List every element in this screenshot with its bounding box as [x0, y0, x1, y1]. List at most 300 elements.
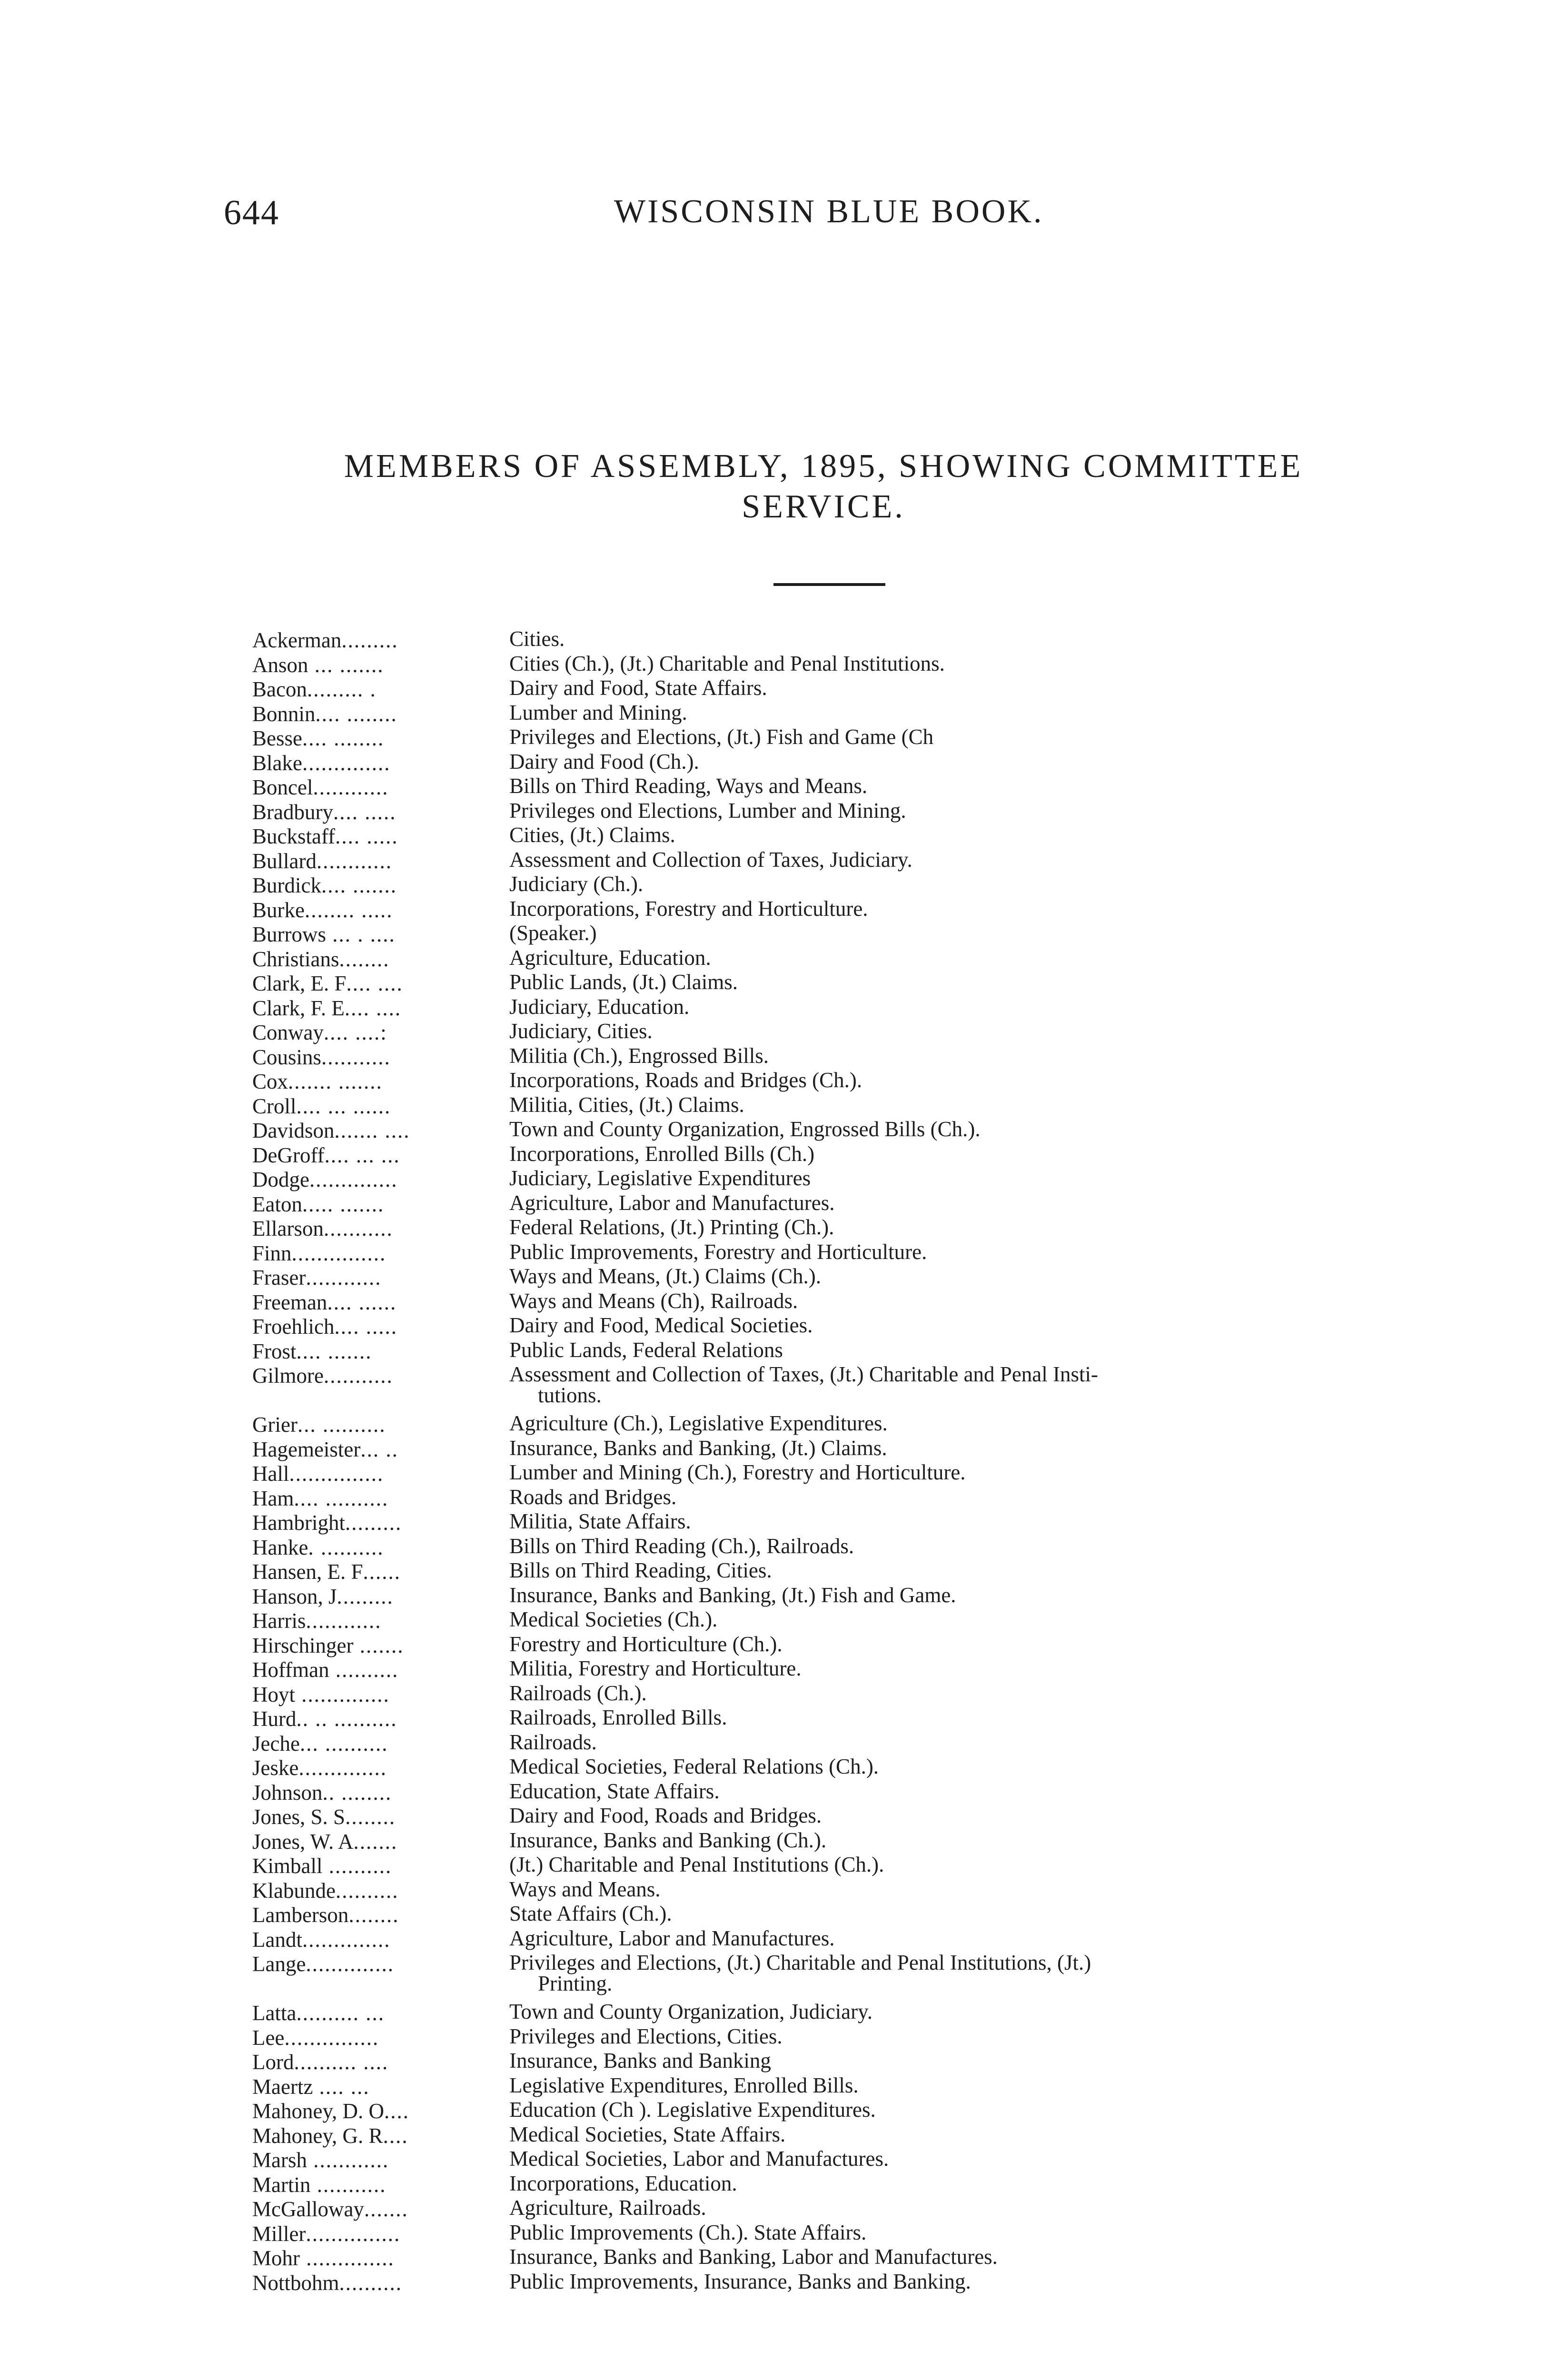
- dot-leader: ..............: [302, 1927, 391, 1952]
- dot-leader: .........: [345, 1511, 402, 1535]
- member-name-text: Freeman: [252, 1290, 327, 1314]
- committee-service: [509, 947, 1528, 968]
- member-name-text: Anson: [252, 653, 308, 677]
- committee-service: [509, 1021, 1528, 1041]
- dot-leader: ..... .......: [302, 1192, 385, 1216]
- committee-service: [509, 1290, 1528, 1311]
- dot-leader: ...........: [323, 1364, 393, 1388]
- dot-leader: .... .......: [321, 873, 397, 897]
- member-name-text: Frost: [252, 1339, 297, 1363]
- committee-service-text: Cities.: [509, 627, 565, 651]
- member-name: [252, 1830, 509, 1854]
- member-name-text: Croll: [252, 1094, 297, 1118]
- list-item: [252, 726, 1528, 751]
- list-item: [252, 1928, 1528, 1953]
- committee-service-text: Cities (Ch.), (Jt.) Charitable and Penal Institutions.: [509, 651, 945, 675]
- list-item: [252, 702, 1528, 727]
- committee-service: [509, 1585, 1528, 1606]
- committee-service: [509, 1413, 1528, 1434]
- list-item: [252, 1756, 1528, 1781]
- committee-service: [509, 2001, 1528, 2022]
- committee-service: [509, 1094, 1528, 1115]
- dot-leader: .......: [353, 1633, 404, 1657]
- committee-service-text: Public Improvements, Insurance, Banks and Banking.: [509, 2269, 971, 2293]
- committee-service-text: Education, State Affairs.: [509, 1779, 720, 1803]
- committee-service: [509, 1511, 1528, 1532]
- member-name: [252, 2271, 509, 2296]
- dot-leader: ....: [383, 2123, 408, 2148]
- committee-service-text: Insurance, Banks and Banking, Labor and Manufactures.: [509, 2245, 998, 2269]
- member-name: [252, 1707, 509, 1732]
- member-name-text: Cousins: [252, 1045, 322, 1069]
- dot-leader: ............: [316, 849, 392, 873]
- committee-service-text: Incorporations, Enrolled Bills (Ch.): [509, 1141, 815, 1166]
- dot-leader: ...........: [310, 2172, 386, 2197]
- member-name: [252, 2246, 509, 2271]
- committee-service: [509, 996, 1528, 1017]
- member-name: [252, 1536, 509, 1560]
- committee-service: [509, 1879, 1528, 1900]
- list-item: [252, 947, 1528, 972]
- member-name-text: Hirschinger: [252, 1633, 354, 1657]
- committee-service-text: Bills on Third Reading, Ways and Means.: [509, 774, 868, 798]
- member-name-text: Bacon: [252, 677, 307, 701]
- list-item: [252, 1609, 1528, 1634]
- member-name: [252, 1290, 509, 1315]
- list-item: [252, 824, 1528, 849]
- committee-service: [509, 1952, 1528, 1994]
- committee-service-text: Federal Relations, (Jt.) Printing (Ch.).: [509, 1215, 834, 1239]
- list-item: [252, 2001, 1528, 2026]
- member-name-text: Nottbohm: [252, 2271, 339, 2295]
- list-item: [252, 800, 1528, 825]
- list-item: [252, 1094, 1528, 1119]
- list-item: [252, 1560, 1528, 1585]
- dot-leader: ... . ....: [326, 922, 396, 946]
- committee-service-text: Insurance, Banks and Banking (Ch.).: [509, 1828, 827, 1852]
- member-name-text: Dodge: [252, 1168, 309, 1191]
- committee-service-text: Judiciary, Cities.: [509, 1019, 653, 1043]
- committee-service: [509, 824, 1528, 845]
- committee-service: [509, 2124, 1528, 2145]
- dot-leader: .... .....: [333, 800, 396, 824]
- member-name: [252, 1266, 509, 1290]
- list-item: [252, 873, 1528, 898]
- list-item: [252, 1634, 1528, 1658]
- committee-service: [509, 628, 1528, 649]
- member-name-text: Hanson, J: [252, 1584, 337, 1608]
- committee-service: [509, 2222, 1528, 2243]
- committee-service: [509, 775, 1528, 796]
- list-item: [252, 1315, 1528, 1339]
- committee-service: [509, 1609, 1528, 1630]
- list-item: [252, 922, 1528, 947]
- committee-service-text: Lumber and Mining (Ch.), Forestry and Horticulture.: [509, 1460, 966, 1484]
- committee-service: [509, 1241, 1528, 1262]
- member-name-text: Clark, E. F: [252, 972, 347, 995]
- member-name: [252, 2099, 509, 2124]
- member-name: [252, 1094, 509, 1119]
- list-item: [252, 2173, 1528, 2198]
- member-name: [252, 1854, 509, 1879]
- dot-leader: .... ......: [327, 1290, 397, 1314]
- member-name: [252, 1217, 509, 1241]
- member-name-text: Miller: [252, 2221, 306, 2246]
- dot-leader: .......... ...: [296, 2001, 385, 2025]
- dot-leader: .......: [364, 2197, 408, 2221]
- dot-leader: .. ........: [322, 1780, 392, 1805]
- dot-leader: ..........: [322, 1854, 392, 1878]
- member-name: [252, 1585, 509, 1609]
- committee-service-text: (Speaker.): [509, 921, 597, 945]
- committee-service: [509, 1462, 1528, 1483]
- dot-leader: .... .......: [296, 1339, 372, 1363]
- committee-service-text: Agriculture, Labor and Manufactures.: [509, 1190, 835, 1215]
- member-name: [252, 824, 509, 849]
- member-name: [252, 1462, 509, 1487]
- list-item: [252, 849, 1528, 874]
- dot-leader: ....: [384, 2099, 410, 2123]
- committee-service-continuation: Printing.: [538, 1972, 613, 1995]
- committee-service-text: Education (Ch ). Legislative Expenditures.: [509, 2098, 876, 2122]
- list-item: [252, 2271, 1528, 2296]
- member-name: [252, 775, 509, 800]
- committee-service-text: Judiciary, Legislative Expenditures: [509, 1166, 811, 1190]
- list-item: [252, 2099, 1528, 2124]
- committee-service: [509, 1266, 1528, 1287]
- list-item: [252, 1585, 1528, 1609]
- list-item: [252, 972, 1528, 996]
- list-item: [252, 677, 1528, 702]
- list-item: [252, 1290, 1528, 1315]
- member-name-text: Landt: [252, 1927, 302, 1952]
- committee-service: [509, 1781, 1528, 1802]
- list-item: [252, 2124, 1528, 2149]
- dot-leader: ... ..........: [299, 1731, 388, 1755]
- committee-service-text: Ways and Means, (Jt.) Claims (Ch.).: [509, 1264, 822, 1288]
- committee-service-text: Dairy and Food, Medical Societies.: [509, 1313, 813, 1337]
- member-name-text: Grier: [252, 1413, 297, 1437]
- committee-service-text: Public Improvements, Forestry and Horticulture.: [509, 1240, 927, 1264]
- member-name: [252, 1634, 509, 1658]
- list-item: [252, 1070, 1528, 1094]
- member-name-text: Kimball: [252, 1854, 323, 1878]
- committee-service-text: Railroads (Ch.).: [509, 1681, 647, 1705]
- member-name: [252, 1805, 509, 1830]
- list-item: [252, 1879, 1528, 1904]
- dot-leader: ..........: [335, 1878, 399, 1903]
- dot-leader: ............: [313, 775, 389, 799]
- member-name-text: Hambright: [252, 1511, 345, 1535]
- committee-service-text: Cities, (Jt.) Claims.: [509, 823, 675, 847]
- list-item: [252, 1168, 1528, 1192]
- committee-service: [509, 2075, 1528, 2096]
- member-name-text: Mohr: [252, 2246, 300, 2270]
- committee-service-text: Railroads.: [509, 1730, 597, 1754]
- committee-service-text: Medical Societies, Labor and Manufactures.: [509, 2147, 889, 2171]
- dot-leader: .... ....: [346, 972, 403, 995]
- list-item: [252, 628, 1528, 653]
- committee-service: [509, 800, 1528, 821]
- member-name-text: Hanke: [252, 1535, 308, 1559]
- dot-leader: ..........: [339, 2271, 403, 2295]
- member-name: [252, 1241, 509, 1266]
- dot-leader: ...............: [291, 1241, 386, 1265]
- committee-service: [509, 2099, 1528, 2120]
- committee-service-text: Ways and Means (Ch), Railroads.: [509, 1289, 798, 1313]
- dot-leader: ... ..: [360, 1437, 398, 1461]
- dot-leader: ........: [348, 1903, 399, 1927]
- committee-service: [509, 1732, 1528, 1753]
- list-item: [252, 898, 1528, 923]
- dot-leader: ...............: [289, 1462, 384, 1486]
- dot-leader: ....... ....: [334, 1119, 410, 1142]
- list-item: [252, 996, 1528, 1021]
- list-item: [252, 2075, 1528, 2100]
- committee-service-text: Insurance, Banks and Banking, (Jt.) Claims.: [509, 1436, 887, 1460]
- member-name: [252, 677, 509, 702]
- committee-service: [509, 1143, 1528, 1164]
- member-name: [252, 922, 509, 947]
- member-name-text: Hagemeister: [252, 1437, 361, 1461]
- dot-leader: ... ..........: [297, 1413, 386, 1437]
- committee-service: [509, 922, 1528, 943]
- committee-service-text: Dairy and Food, State Affairs.: [509, 676, 767, 700]
- committee-service-text: Town and County Organization, Engrossed Bills (Ch.).: [509, 1117, 981, 1141]
- committee-service: [509, 1634, 1528, 1655]
- member-name: [252, 1045, 509, 1070]
- member-name-text: Bonnin: [252, 702, 316, 726]
- committee-service: [509, 1438, 1528, 1458]
- committee-service-text: Agriculture, Labor and Manufactures.: [509, 1926, 835, 1950]
- committee-service: [509, 898, 1528, 919]
- member-name-text: Lange: [252, 1952, 306, 1976]
- member-name: [252, 1364, 509, 1388]
- member-name-text: Boncel: [252, 775, 313, 799]
- dot-leader: . ..........: [308, 1535, 384, 1559]
- member-name: [252, 2050, 509, 2075]
- member-name-text: Hansen, E. F: [252, 1560, 363, 1584]
- list-item: [252, 1266, 1528, 1290]
- committee-service-text: Medical Societies, Federal Relations (Ch.).: [509, 1755, 879, 1778]
- committee-service: [509, 2026, 1528, 2047]
- committee-service-text: Ways and Means.: [509, 1877, 661, 1901]
- committee-service: [509, 2271, 1528, 2292]
- dot-leader: .......... ....: [294, 2050, 389, 2074]
- list-item: [252, 775, 1528, 800]
- committee-service-text: Insurance, Banks and Banking, (Jt.) Fish and Game.: [509, 1583, 956, 1607]
- member-name: [252, 628, 509, 653]
- committee-service: [509, 1070, 1528, 1091]
- dot-leader: ..............: [302, 751, 391, 775]
- committee-service-text: Medical Societies, State Affairs.: [509, 2122, 786, 2146]
- committee-service-text: Bills on Third Reading (Ch.), Railroads.: [509, 1534, 854, 1558]
- dot-leader: .... ....: [344, 996, 402, 1020]
- member-name: [252, 2197, 509, 2222]
- dot-leader: .... ...: [313, 2074, 370, 2099]
- dot-leader: ............: [307, 2148, 389, 2172]
- member-name-text: Burke: [252, 898, 305, 922]
- list-item: [252, 1536, 1528, 1560]
- committee-service-text: Railroads, Enrolled Bills.: [509, 1706, 727, 1729]
- list-item: [252, 1241, 1528, 1266]
- member-name-text: Jeske: [252, 1756, 299, 1780]
- dot-leader: ..............: [298, 1756, 387, 1780]
- list-item: [252, 2197, 1528, 2222]
- dot-leader: .... ........: [315, 702, 397, 726]
- member-name-text: Bullard: [252, 849, 317, 873]
- member-name: [252, 1879, 509, 1904]
- dot-leader: .. .. ..........: [296, 1707, 397, 1731]
- member-name: [252, 2001, 509, 2026]
- committee-service: [509, 2050, 1528, 2071]
- dot-leader: .........: [337, 1584, 394, 1608]
- member-name: [252, 849, 509, 874]
- member-name-text: Ackerman: [252, 628, 342, 652]
- committee-service-text: Lumber and Mining.: [509, 700, 687, 724]
- members-list: [252, 628, 1528, 2295]
- committee-service: [509, 1536, 1528, 1557]
- member-name-text: Maertz: [252, 2074, 313, 2099]
- member-name: [252, 898, 509, 923]
- member-name-text: Bradbury: [252, 800, 333, 824]
- committee-service-text: Agriculture (Ch.), Legislative Expenditures.: [509, 1411, 888, 1435]
- list-item: [252, 1732, 1528, 1756]
- member-name: [252, 2148, 509, 2173]
- list-item: [252, 1854, 1528, 1879]
- committee-service: [509, 1560, 1528, 1581]
- member-name-text: DeGroff: [252, 1143, 325, 1167]
- member-name: [252, 2075, 509, 2100]
- member-name: [252, 2173, 509, 2198]
- committee-service-text: Assessment and Collection of Taxes, (Jt.) Charitable and Penal Insti-: [509, 1362, 1099, 1386]
- page-title: MEMBERS OF ASSEMBLY, 1895, SHOWING COMMITTEE: [344, 448, 1303, 485]
- committee-service: [509, 702, 1528, 723]
- member-name: [252, 1756, 509, 1781]
- committee-service-text: Privileges and Elections, (Jt.) Charitable and Penal Institutions, (Jt.): [509, 1951, 1091, 1974]
- member-name: [252, 1021, 509, 1045]
- member-name-text: Hurd: [252, 1707, 297, 1731]
- running-head: WISCONSIN BLUE BOOK.: [614, 193, 1044, 230]
- member-name-text: Blake: [252, 751, 302, 775]
- member-name: [252, 1658, 509, 1683]
- list-item: [252, 1119, 1528, 1143]
- dot-leader: ...............: [306, 2221, 401, 2246]
- dot-leader: ............: [306, 1266, 382, 1289]
- dot-leader: ..........: [329, 1658, 399, 1682]
- member-name: [252, 653, 509, 678]
- member-name: [252, 726, 509, 751]
- committee-service: [509, 1805, 1528, 1826]
- member-name: [252, 1683, 509, 1707]
- committee-service: [509, 849, 1528, 870]
- committee-service: [509, 2148, 1528, 2169]
- committee-service-text: Public Improvements (Ch.). State Affairs.: [509, 2220, 867, 2244]
- title-divider: [773, 583, 885, 586]
- dot-leader: .... ... ......: [296, 1094, 391, 1118]
- dot-leader: ...............: [284, 2025, 379, 2050]
- committee-service: [509, 726, 1528, 747]
- member-name-text: Hoyt: [252, 1682, 295, 1706]
- member-name-text: Finn: [252, 1241, 292, 1265]
- dot-leader: ....... .......: [288, 1070, 383, 1093]
- member-name-text: Jeche: [252, 1731, 300, 1755]
- committee-service-text: Public Lands, (Jt.) Claims.: [509, 970, 738, 994]
- page-title-continuation: SERVICE.: [742, 488, 905, 525]
- committee-service-text: (Jt.) Charitable and Penal Institutions (Ch.).: [509, 1853, 884, 1876]
- member-name-text: Christians: [252, 947, 339, 971]
- member-name-text: Ellarson: [252, 1217, 324, 1240]
- member-name: [252, 1511, 509, 1536]
- committee-service-text: Militia, State Affairs.: [509, 1509, 691, 1533]
- list-item: [252, 2222, 1528, 2247]
- member-name-text: Conway: [252, 1021, 324, 1044]
- dot-leader: .... ....:: [324, 1021, 387, 1044]
- committee-service: [509, 1217, 1528, 1238]
- member-name-text: McGalloway: [252, 2197, 364, 2221]
- committee-service: [509, 1045, 1528, 1066]
- member-name: [252, 1168, 509, 1192]
- member-name-text: Latta: [252, 2001, 297, 2025]
- list-item: [252, 1707, 1528, 1732]
- member-name-text: Lee: [252, 2025, 285, 2050]
- committee-service: [509, 972, 1528, 992]
- committee-service-text: Incorporations, Roads and Bridges (Ch.).: [509, 1068, 862, 1092]
- member-name-text: Hoffman: [252, 1658, 329, 1682]
- member-name: [252, 1609, 509, 1634]
- member-name: [252, 1928, 509, 1953]
- member-name-text: Klabunde: [252, 1878, 336, 1903]
- committee-service: [509, 2246, 1528, 2267]
- member-name-text: Clark, F. E: [252, 996, 345, 1020]
- member-name: [252, 996, 509, 1021]
- member-name: [252, 2026, 509, 2051]
- committee-service-text: Town and County Organization, Judiciary.: [509, 2000, 872, 2023]
- dot-leader: ... .......: [308, 653, 384, 677]
- member-name: [252, 1732, 509, 1756]
- member-name-text: Mahoney, G. R: [252, 2123, 383, 2148]
- dot-leader: ............: [306, 1609, 382, 1633]
- member-name-text: Buckstaff: [252, 824, 336, 848]
- committee-service: [509, 1315, 1528, 1336]
- committee-service: [509, 1756, 1528, 1777]
- member-name-text: Gilmore: [252, 1364, 324, 1388]
- list-item: [252, 1413, 1528, 1438]
- dot-leader: ..............: [309, 1168, 398, 1191]
- dot-leader: ..............: [295, 1682, 390, 1706]
- list-item: [252, 2050, 1528, 2075]
- dot-leader: ..............: [300, 2246, 395, 2270]
- member-name-text: Jones, S. S: [252, 1805, 346, 1829]
- list-item: [252, 1683, 1528, 1707]
- dot-leader: .... ... ...: [324, 1143, 400, 1167]
- member-name-text: Eaton: [252, 1192, 302, 1216]
- member-name-text: Lord: [252, 2050, 294, 2074]
- member-name-text: Jones, W. A: [252, 1829, 354, 1854]
- member-name: [252, 800, 509, 825]
- committee-service-text: Bills on Third Reading, Cities.: [509, 1558, 772, 1582]
- member-name-text: Mahoney, D. O: [252, 2099, 385, 2123]
- list-item: [252, 1952, 1528, 2001]
- member-name-text: Ham: [252, 1486, 294, 1510]
- committee-service: [509, 653, 1528, 674]
- committee-service-text: Dairy and Food (Ch.).: [509, 749, 699, 774]
- list-item: [252, 1830, 1528, 1854]
- committee-service-text: Insurance, Banks and Banking: [509, 2049, 771, 2073]
- committee-service-text: Privileges ond Elections, Lumber and Mining.: [509, 798, 906, 823]
- committee-service: [509, 1339, 1528, 1360]
- member-name-text: Johnson: [252, 1780, 323, 1805]
